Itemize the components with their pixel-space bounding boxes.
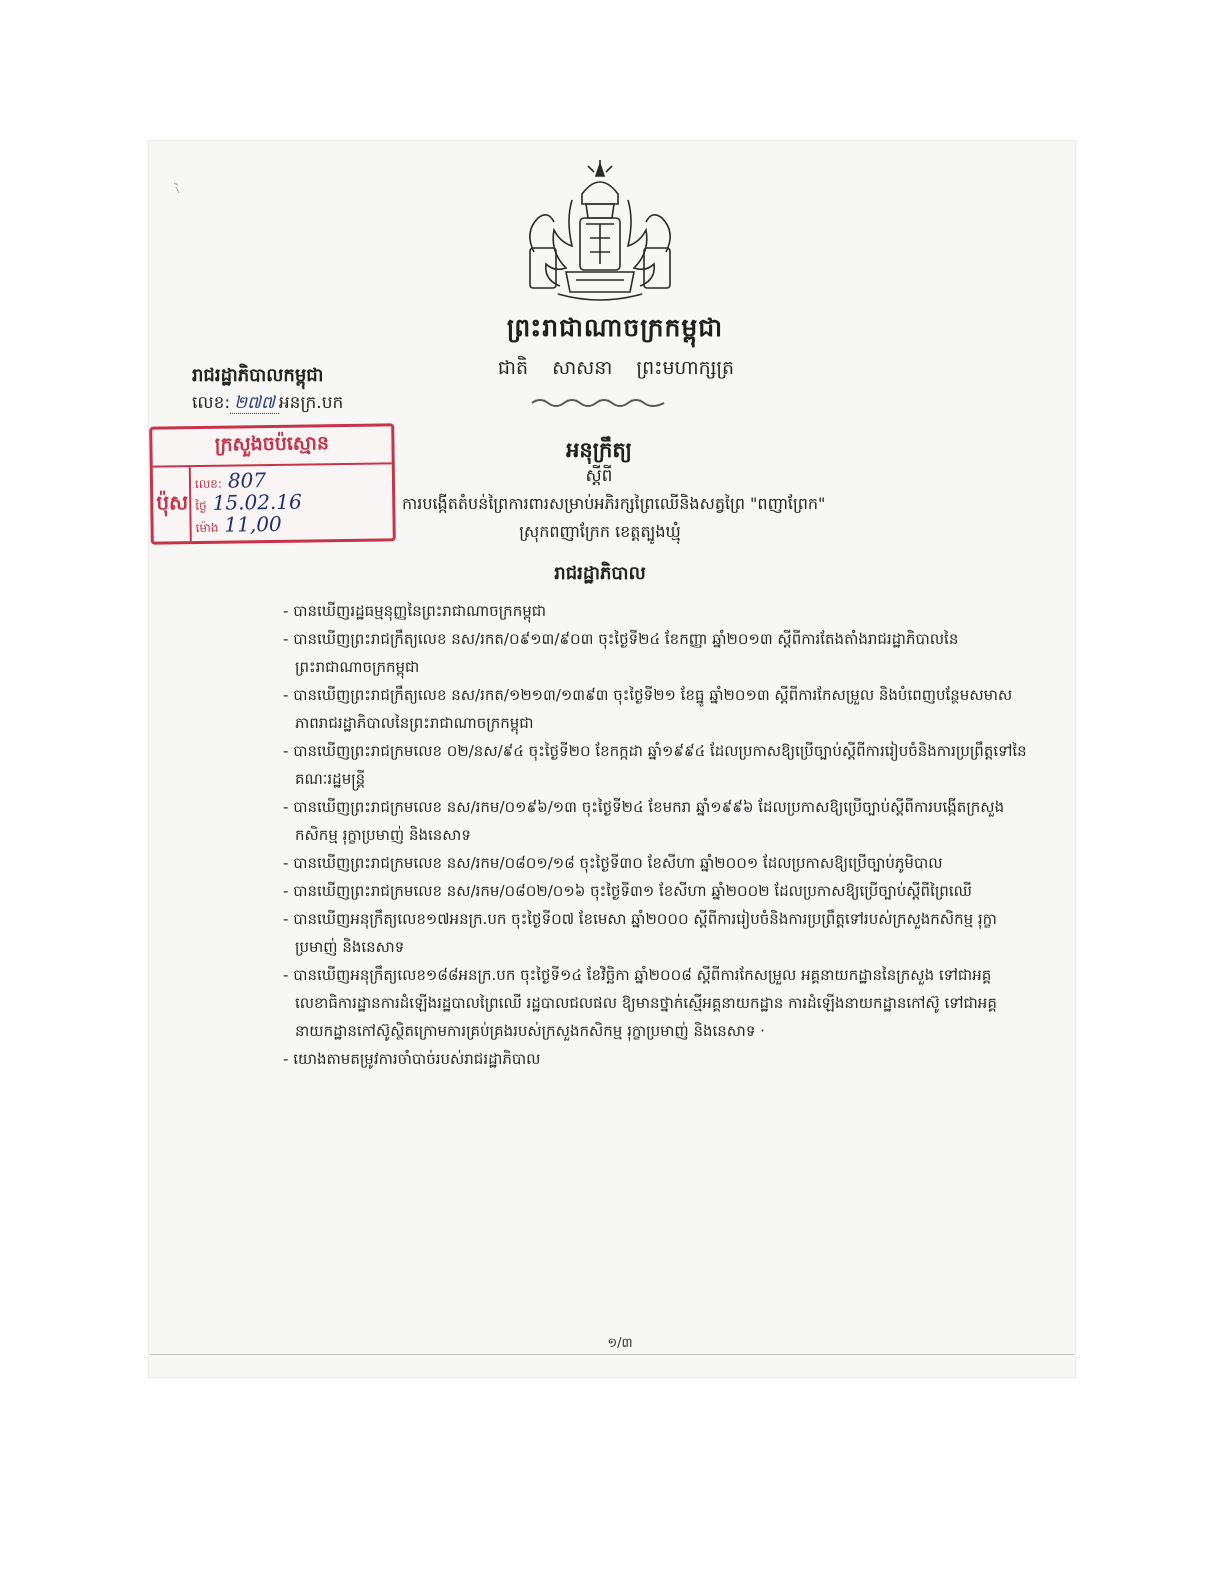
subject-line-2: ស្រុកពញាក្រែក ខេត្តត្បូងឃ្មុំ [519,522,681,541]
stamp-row-time [195,512,281,538]
royal-coat-of-arms-icon [520,160,680,308]
consideration-item: - បានឃើញព្រះរាជក្រមលេខ នស/រកម/០៨០២/០១៦ ចុះថ្ងៃទី៣១ ខែសីហា ឆ្នាំ២០០២ ដែលប្រកាសឱ្យប្រើច្បាប់ស្តីពីព្រៃឈើ [283,877,1028,905]
stamp-row-label: ម៉ោង [195,520,219,536]
ref-prefix: លេខ: [192,393,231,413]
consideration-item: - បានឃើញព្រះរាជក្រមលេខ នស/រកម/០១៩៦/១៣ ចុះថ្ងៃទី២៤ ខែមករា ឆ្នាំ១៩៩៦ ដែលប្រកាសឱ្យប្រើច្បាប់ស្តីពីការបង្កើតក្រសួងកសិកម្ម រុក្ខាប្រមាញ់ និងនេសាទ [283,793,1028,849]
stamp-row-label: លេខ: [194,476,222,492]
consideration-item: - បានឃើញព្រះរាជក្រឹត្យលេខ នស/រកត/១២១៣/១៣៩៣ ចុះថ្ងៃទី២១ ខែធ្នូ ឆ្នាំ២០១៣ ស្តីពីការកែសម្រួល និងបំពេញបន្ថែមសមាសភាពរាជរដ្ឋាភិបាលនៃព្រះរាជាណាចក្រកម្ពុជា [283,681,1028,737]
consideration-item: - បានឃើញអនុក្រឹត្យលេខ១៧អនក្រ.បក ចុះថ្ងៃទី០៧ ខែមេសា ឆ្នាំ២០០០ ស្តីពីការរៀបចំនិងការប្រព្រឹត្តទៅរបស់ក្រសួងកសិកម្ម រុក្ខាប្រមាញ់ និងនេសាទ [283,905,1028,961]
concerning-label: ស្តីពី [585,466,613,486]
receipt-stamp [149,423,396,544]
issuing-authority: រាជរដ្ឋាភិបាលកម្ពុជា [192,365,324,386]
document-type: អនុក្រឹត្យ [566,438,632,462]
government-heading: រាជរដ្ឋាភិបាល [554,563,646,584]
stamp-row-label: ថ្ងៃ [195,498,207,514]
page-number: ១/៣ [607,1336,633,1351]
scan-speck [172,181,182,195]
ref-handwritten-number: ២៧៧ [230,393,279,414]
bottom-divider [150,1354,1074,1355]
ref-suffix: អនក្រ.បក [278,393,344,413]
considerations-list [283,597,1028,1073]
stamp-side-label: ប៉ុស [155,467,192,541]
stamp-row-value: 11,00 [224,511,282,537]
national-motto: ជាតិ សាសនា ព្រះមហាក្សត្រ [497,357,735,379]
reference-number [192,392,343,417]
consideration-item: - បានឃើញព្រះរាជក្រមលេខ ០២/នស/៩៤ ចុះថ្ងៃទី២០ ខែកក្កដា ឆ្នាំ១៩៩៤ ដែលប្រកាសឱ្យប្រើច្បាប់ស្តីពីការរៀបចំនិងការប្រព្រឹត្តទៅនៃគណៈរដ្ឋមន្ត្រី [283,737,1028,793]
divider-ornament-icon [528,397,668,409]
stamp-row-value: 807 [227,468,267,493]
consideration-item: - បានឃើញរដ្ឋធម្មនុញ្ញនៃព្រះរាជាណាចក្រកម្ពុជា [283,597,1028,625]
subject-line-1: ការបង្កើតតំបន់ព្រៃការពារសម្រាប់អភិរក្សព្រៃឈើនិងសត្វព្រៃ "ពញាព្រែក" [402,494,826,513]
stamp-row-value: 15.02.16 [212,489,302,515]
consideration-item: - បានឃើញព្រះរាជក្រមលេខ នស/រកម/០៨០១/១៨ ចុះថ្ងៃទី៣០ ខែសីហា ឆ្នាំ២០០១ ដែលប្រកាសឱ្យប្រើច្បាប់ភូមិបាល [283,849,1028,877]
consideration-item: - យោងតាមតម្រូវការចាំបាច់របស់រាជរដ្ឋាភិបាល [283,1045,1028,1073]
consideration-item: - បានឃើញព្រះរាជក្រឹត្យលេខ នស/រកត/០៩១៣/៩០៣ ចុះថ្ងៃទី២៤ ខែកញ្ញា ឆ្នាំ២០១៣ ស្តីពីការតែងតាំងរាជរដ្ឋាភិបាលនៃព្រះរាជាណាចក្រកម្ពុជា [283,625,1028,681]
stamp-title: ក្រសួងចប៉ស្មោន [152,430,391,467]
kingdom-name: ព្រះរាជាណាចក្រកម្ពុជា [506,313,724,342]
consideration-item: - បានឃើញអនុក្រឹត្យលេខ១៨៨អនក្រ.បក ចុះថ្ងៃទី១៤ ខែវិច្ឆិកា ឆ្នាំ២០០៨ ស្តីពីការកែសម្រួល អគ្គនាយកដ្ឋាននៃក្រសួង ទៅជាអគ្គលេខាធិការដ្ឋានការដំឡើងរដ្ឋបាលព្រៃឈើ រដ្ឋបាលជលផល ឱ្យមានថ្នាក់ស្មើអគ្គនាយកដ្ឋាន ការដំឡើងនាយកដ្ឋានកៅស៊ូ ទៅជាអគ្គនាយកដ្ឋានកៅស៊ូស្ថិតក្រោមការគ្រប់គ្រងរបស់ក្រសួងកសិកម្ម រុក្ខាប្រមាញ់ និងនេសាទ · [283,961,1028,1045]
